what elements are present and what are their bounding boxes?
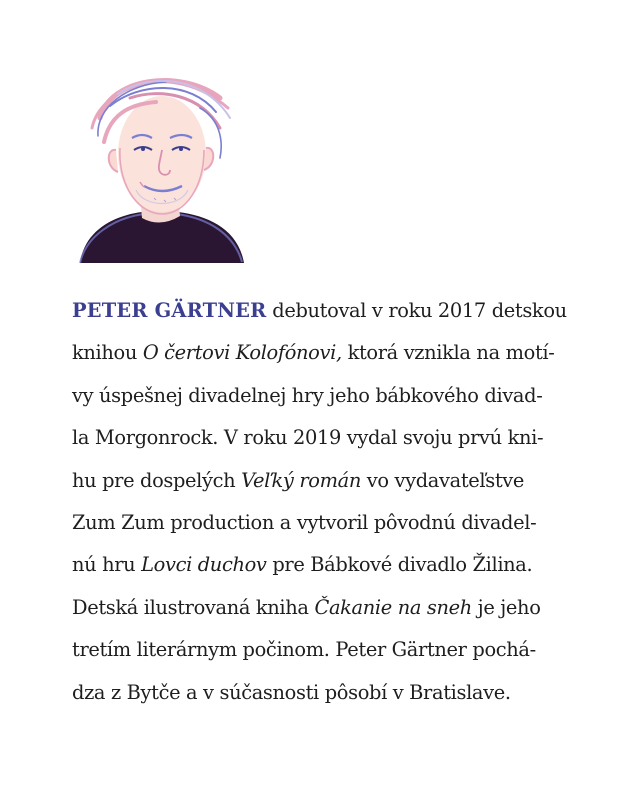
bio-line (72, 375, 592, 417)
bio-line (72, 417, 592, 459)
bio-text: je jeho (471, 595, 541, 619)
book-title: Veľký román (241, 468, 361, 492)
bio-text: ktorá vznikla na motí- (341, 341, 555, 365)
bio-text: tretím literárnym počinom. Peter Gärtner pochá- (72, 638, 536, 662)
bio-text: knihou (72, 341, 143, 365)
bio-line (72, 672, 592, 714)
book-title: Čakanie na sneh (314, 595, 472, 619)
bio-line (72, 332, 592, 374)
book-title: Lovci duchov (141, 553, 267, 577)
bio-line (72, 502, 592, 544)
bio-text: vy úspešnej divadelnej hry jeho bábkového divad- (72, 383, 543, 407)
bio-text: pre Bábkové divadlo Žilina. (266, 553, 533, 577)
bio-text: nú hru (72, 553, 142, 577)
author-bio (72, 290, 592, 714)
bio-text: hu pre dospelých (72, 468, 242, 492)
bio-text: la Morgonrock. V roku 2019 vydal svoju prvú kni- (72, 426, 544, 450)
bio-line (72, 460, 592, 502)
bio-text: debutoval v roku 2017 detskou (266, 299, 567, 322)
bio-text: Detská ilustrovaná kniha (72, 595, 315, 619)
bio-text: vo vydavateľstve (360, 468, 525, 492)
book-title: O čertovi Kolofónovi, (142, 341, 342, 365)
author-portrait (70, 58, 250, 268)
bio-text: dza z Bytče a v súčasnosti pôsobí v Bratislave. (72, 680, 511, 704)
bio-line (72, 587, 592, 629)
bio-text: Zum Zum production a vytvoril pôvodnú divadel- (72, 511, 537, 535)
bio-line (72, 629, 592, 671)
bio-line (72, 290, 592, 332)
bio-line (72, 544, 592, 586)
author-name: PETER GÄRTNER (72, 299, 267, 322)
